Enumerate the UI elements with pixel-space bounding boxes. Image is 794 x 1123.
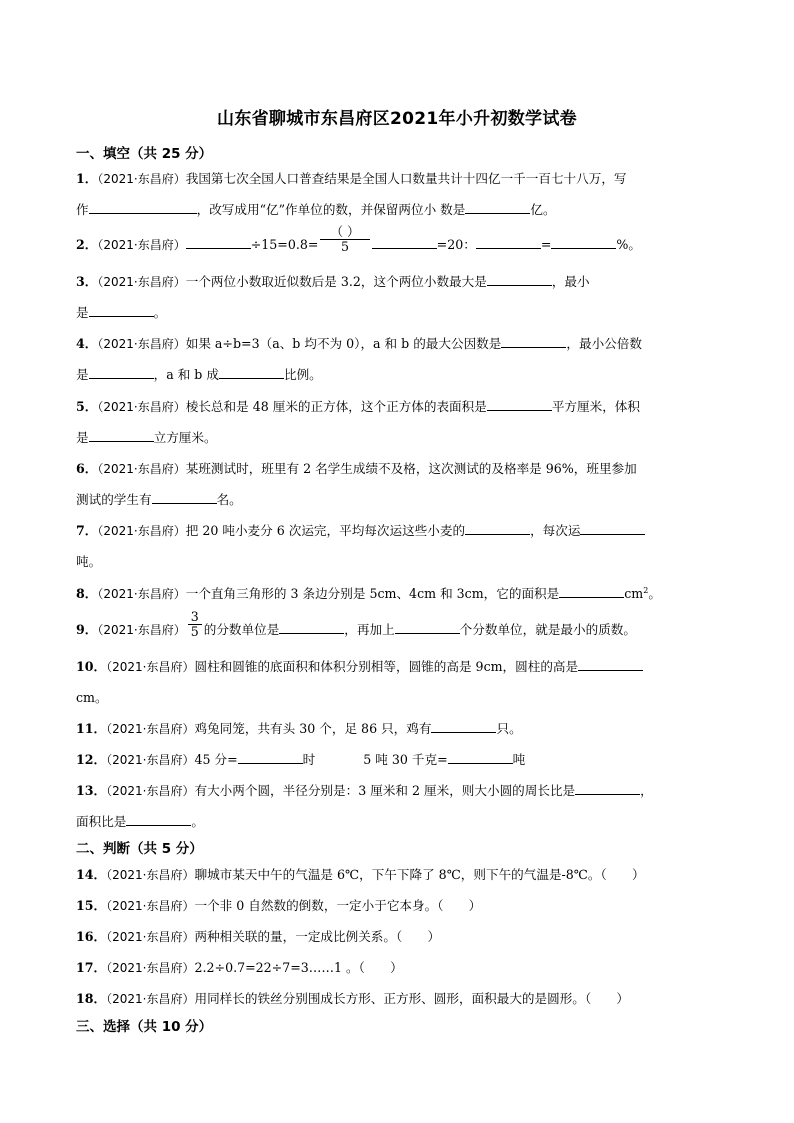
question-3-line-1: 3．（2021·东昌府）一个两位小数取近似数后是 3.2，这个两位小数最大是 ，最小 [76,274,590,289]
question-5-line-1: 5．（2021·东昌府）棱长总和是 48 厘米的正方体，这个正方体的表面积是 平方厘米，体积 [76,399,640,414]
answer-blank[interactable] [89,304,154,317]
question-2: 2．（2021·东昌府） ÷15=0.8= $\frac{( )}{5}$ =20： = %。 [76,224,641,254]
fraction-3-5: $\frac{3}{5}$ [188,610,202,639]
answer-blank[interactable] [575,782,640,795]
question-17: 17．（2021·东昌府）2.2÷0.7=22÷7=3……1 。（ ） [76,960,403,975]
question-11: 11．（2021·东昌府）鸡兔同笼，共有头 30 个，足 86 只，鸡有 只。 [76,721,522,736]
answer-blank[interactable] [501,335,566,348]
answer-blank[interactable] [395,621,460,634]
answer-blank[interactable] [559,585,624,598]
answer-blank[interactable] [89,366,154,379]
question-7-line-2: 吨。 [76,554,102,569]
fraction-blank[interactable]: $\frac{( )}{5}$ [320,225,369,254]
answer-blank[interactable] [89,201,197,214]
question-16: 16．（2021·东昌府）两种相关联的量，一定成比例关系。（ ） [76,929,441,944]
section-fill-in: 一、填空（共 25 分） [76,146,213,162]
answer-blank[interactable] [578,658,643,671]
answer-blank[interactable] [238,751,303,764]
answer-blank[interactable] [89,429,154,442]
question-3-line-2: 是 。 [76,305,167,320]
answer-blank[interactable] [126,813,191,826]
question-10-line-2: cm。 [76,690,108,705]
question-4-line-2: 是 ，a 和 b 成 比例。 [76,367,322,382]
question-7-line-1: 7．（2021·东昌府）把 20 吨小麦分 6 次运完，平均每次运这些小麦的 ，每次运 [76,520,645,539]
question-4-line-1: 4．（2021·东昌府）如果 a÷b=3（a、b 均不为 0），a 和 b 的最大公因数是 ，最小公倍数 [76,336,642,351]
question-10-line-1: 10．（2021·东昌府）圆柱和圆锥的底面积和体积分别相等，圆锥的高是 9cm，圆柱的高是 [76,656,643,675]
answer-blank[interactable] [448,751,513,764]
answer-blank[interactable] [465,201,530,214]
question-8: 8．（2021·东昌府）一个直角三角形的 3 条边分别是 5cm、4cm 和 3cm，它的面积是 $cm^2$。 [76,585,661,601]
question-18: 18．（2021·东昌府）用同样长的铁丝分别围成长方形、正方形、圆形，面积最大的是圆形。（ ） [76,991,629,1006]
section-judge: 二、判断（共 5 分） [76,841,203,857]
answer-blank[interactable] [580,522,645,535]
answer-blank[interactable] [152,491,217,504]
question-9: 9．（2021·东昌府） $\frac{3}{5}$ 的分数单位是 ，再加上 个分数单位，就是最小的质数。 [76,609,636,639]
page-title: 山东省聊城市东昌府区2021年小升初数学试卷 [217,109,577,129]
answer-blank[interactable] [219,366,284,379]
question-13-line-1: 13．（2021·东昌府）有大小两个圆，半径分别是：3 厘米和 2 厘米，则大小圆的周长比是 ， [76,783,653,798]
section-choice: 三、选择（共 10 分） [76,1019,213,1035]
answer-blank[interactable] [465,522,530,535]
answer-blank[interactable] [551,236,616,249]
answer-blank[interactable] [487,398,552,411]
answer-blank[interactable] [279,621,344,634]
question-6-line-1: 6．（2021·东昌府）某班测试时，班里有 2 名学生成绩不及格，这次测试的及格率是 96%，班里参加 [76,461,637,476]
question-5-line-2: 是 立方厘米。 [76,430,217,445]
question-1-line-1: 1．（2021·东昌府）我国第七次全国人口普查结果是全国人口数量共计十四亿一千一百七十八万，写 [76,171,627,186]
answer-blank[interactable] [186,236,251,249]
answer-blank[interactable] [476,236,541,249]
question-12: 12．（2021·东昌府）45 分= 时 5 吨 30 千克= 吨 [76,752,526,767]
question-15: 15．（2021·东昌府）一个非 0 自然数的倒数，一定小于它本身。（ ） [76,898,482,913]
question-14: 14．（2021·东昌府）聊城市某天中午的气温是 6℃，下午下降了 8℃，则下午的气温是-8℃。（ ） [76,867,645,882]
question-6-line-2: 测试的学生有 名。 [76,492,242,507]
question-1-line-2: 作 ，改写成用“亿”作单位的数，并保留两位小 数是 亿。 [76,202,556,217]
answer-blank[interactable] [487,273,552,286]
answer-blank[interactable] [431,720,496,733]
question-13-line-2: 面积比是 。 [76,814,204,829]
answer-blank[interactable] [372,236,437,249]
